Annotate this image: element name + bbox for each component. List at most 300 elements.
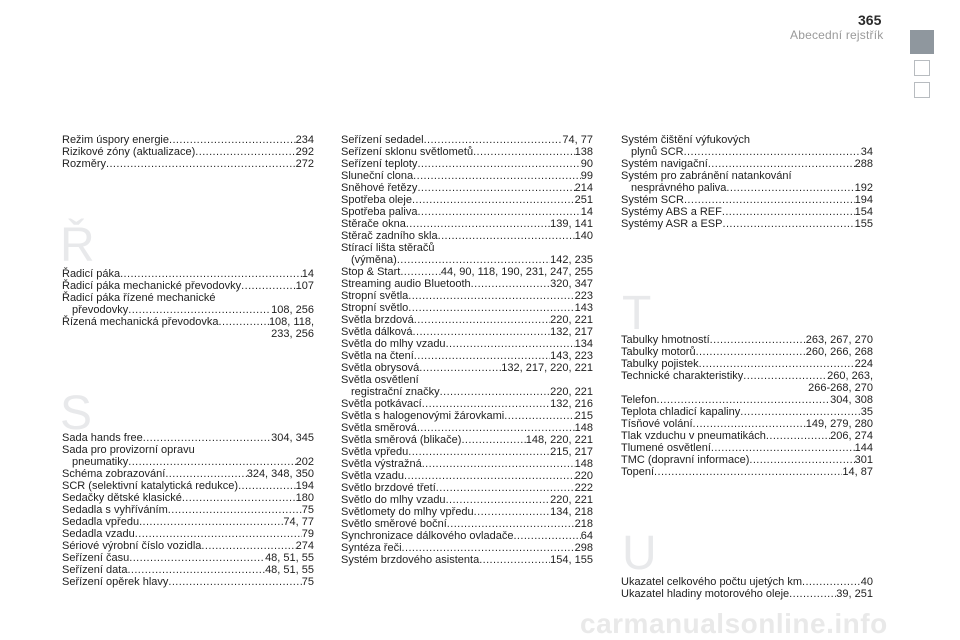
entry-term: Stěrač zadního skla [341,230,438,242]
dot-leader [412,194,575,206]
entry-pages: 202 [295,456,314,468]
dot-leader [408,302,574,314]
dot-leader [238,480,296,492]
entry-term: Seřízení opěrek hlavy [62,576,169,588]
entry-pages: 260, 266, 268 [805,346,873,358]
entry-pages: 194 [854,194,873,206]
entry-term: nesprávného paliva [631,182,727,194]
entry-pages: 14, 87 [842,466,873,478]
entry-pages: 220, 221 [550,494,593,506]
chapter-tab-box [914,60,930,76]
entry-term: Spotřeba oleje [341,194,412,206]
entry-pages-continued: 233, 256 [271,328,314,340]
index-entry [621,346,873,358]
entry-term: Světla potkávací [341,398,422,410]
dot-leader [722,218,854,230]
entry-pages: 107 [295,280,314,292]
index-entry [621,170,873,194]
entry-term: Technické charakteristiky [621,370,744,382]
index-entry [62,316,314,340]
dot-leader [417,158,580,170]
entry-pages: 218 [574,518,593,530]
dot-leader [802,576,861,588]
entry-pages: 132, 217 [550,326,593,338]
entry-term: Stěrače okna [341,218,406,230]
watermark: carmanualsonline.info [580,608,888,639]
index-entry [341,506,593,518]
index-column-left-s [62,432,314,588]
entry-term: Sedadla vzadu [62,528,135,540]
index-entry [621,158,873,170]
entry-pages: 34 [860,146,873,158]
index-entry [621,218,873,230]
dot-leader [400,266,441,278]
entry-pages: 149, 279, 280 [805,418,873,430]
index-entry [341,242,593,266]
section-letter-r-caron: Ř [60,219,95,272]
chapter-tab-marker [910,30,934,54]
dot-leader [402,542,575,554]
entry-pages: 320, 347 [550,278,593,290]
dot-leader [419,362,501,374]
index-column-left-top [62,134,314,170]
entry-term: Tísňové volání [621,418,693,430]
entry-term: Světlo brzdové třetí [341,482,436,494]
dot-leader [195,146,295,158]
entry-term: Systém SCR [621,194,684,206]
dot-leader [446,338,575,350]
dot-leader [408,290,574,302]
entry-pages: 64 [580,530,593,542]
dot-leader [473,146,575,158]
dot-leader [693,418,806,430]
index-entry [62,492,314,504]
dot-leader [471,278,551,290]
dot-leader [408,446,550,458]
index-entry [62,480,314,492]
dot-leader [413,326,551,338]
entry-pages: 99 [580,170,593,182]
entry-term: Ukazatel hladiny motorového oleje [621,588,790,600]
entry-pages: 304, 308 [830,394,873,406]
entry-pages: 215 [574,410,593,422]
entry-pages: 148 [574,422,593,434]
index-entry [341,146,593,158]
entry-term: Stírací lišta stěračů [341,242,435,254]
entry-pages: 272 [295,158,314,170]
index-entry [341,218,593,230]
index-entry [62,516,314,528]
entry-pages: 74, 77 [283,516,314,528]
index-entry [341,518,593,530]
dot-leader [726,182,854,194]
index-entry [62,134,314,146]
entry-term: Sada pro provizorní opravu [62,444,195,456]
dot-leader [696,346,806,358]
index-entry [341,350,593,362]
entry-pages: 48, 51, 55 [265,552,314,564]
index-column-right-u [621,576,873,600]
dot-leader [168,576,301,588]
index-entry [341,302,593,314]
entry-pages: 260, 263, [827,370,873,382]
index-column-right-t [621,334,873,478]
index-entry [341,530,593,542]
index-entry [341,362,593,374]
entry-term: Sedačky dětské klasické [62,492,182,504]
index-column-right-top [621,134,873,230]
entry-pages: 263, 267, 270 [805,334,873,346]
index-entry [341,458,593,470]
entry-term: Rozměry [62,158,107,170]
dot-leader [139,516,283,528]
entry-term: registrační značky [351,386,440,398]
index-entry [341,422,593,434]
entry-pages: 44, 90, 118, 190, 231, 247, 255 [440,266,593,278]
entry-pages: 144 [854,442,873,454]
dot-leader [127,564,265,576]
entry-term: Seřízení sedadel [341,134,424,146]
index-entry [341,374,593,398]
entry-pages: 215, 217 [550,446,593,458]
index-entry [621,406,873,418]
entry-term: Systémy ABS a REF [621,206,722,218]
dot-leader [708,158,855,170]
entry-term: Synchronizace dálkového ovladače [341,530,514,542]
entry-term: Světla vpředu [341,446,409,458]
entry-pages: 224 [854,358,873,370]
entry-term: Světla dálková [341,326,413,338]
dot-leader [414,350,550,362]
entry-term: Řadicí páka řízené mechanické [62,292,216,304]
entry-term: Schéma zobrazování [62,468,166,480]
index-column-left-r [62,268,314,340]
entry-pages: 48, 51, 55 [265,564,314,576]
entry-pages: 75 [301,504,314,516]
dot-leader [743,370,827,382]
entry-pages: 132, 216 [550,398,593,410]
entry-term: TMC (dopravní informace) [621,454,750,466]
dot-leader [106,158,296,170]
entry-term: Světlo směrové boční [341,518,447,530]
entry-term: Světla směrová [341,422,417,434]
entry-term: Světlomety do mlhy vpředu [341,506,474,518]
index-entry [62,528,314,540]
dot-leader [461,434,525,446]
index-entry [62,468,314,480]
entry-pages: 274 [295,540,314,552]
index-entry [621,430,873,442]
entry-pages: 192 [854,182,873,194]
dot-leader [436,482,575,494]
dot-leader [406,218,550,230]
entry-term: Světla osvětlení [341,374,419,386]
dot-leader [128,456,295,468]
dot-leader [740,406,861,418]
dot-leader [749,454,854,466]
dot-leader [417,182,574,194]
index-entry [341,554,593,566]
index-entry [341,266,593,278]
entry-pages: 142, 235 [550,254,593,266]
entry-pages: 251 [574,194,593,206]
entry-term: Teplota chladicí kapaliny [621,406,741,418]
dot-leader [654,466,842,478]
index-entry [621,370,873,394]
index-entry [621,334,873,346]
entry-term: Tabulky hmotností [621,334,710,346]
dot-leader [447,518,575,530]
entry-term: Spotřeba paliva [341,206,418,218]
entry-term: Systém pro zabránění natankování [621,170,792,182]
entry-pages: 134, 218 [550,506,593,518]
entry-pages: 140 [574,230,593,242]
entry-pages: 79 [301,528,314,540]
index-entry [621,442,873,454]
index-entry [341,326,593,338]
entry-pages-continued: 266-268, 270 [808,382,873,394]
entry-pages: 304, 345 [271,432,314,444]
dot-leader [440,386,551,398]
dot-leader [414,314,550,326]
index-entry [341,446,593,458]
index-entry [62,540,314,552]
index-entry [62,552,314,564]
index-entry [341,182,593,194]
entry-pages: 35 [860,406,873,418]
index-entry [62,268,314,280]
entry-pages: 74, 77 [562,134,593,146]
index-entry [62,576,314,588]
index-entry [341,134,593,146]
index-entry [341,158,593,170]
entry-term: Světla obrysová [341,362,420,374]
entry-pages: 234 [295,134,314,146]
dot-leader [422,398,550,410]
dot-leader [684,146,861,158]
entry-term: Sériové výrobní číslo vozidla [62,540,202,552]
entry-term: Systém navigační [621,158,708,170]
dot-leader [417,206,580,218]
index-entry [341,170,593,182]
index-entry [341,410,593,422]
dot-leader [446,494,551,506]
entry-pages: 155 [854,218,873,230]
entry-term: Řízená mechanická převodovka [62,316,219,328]
index-entry [341,206,593,218]
dot-leader [766,430,830,442]
dot-leader [241,280,295,292]
entry-pages: 132, 217, 220, 221 [501,362,593,374]
entry-term: Světla na čtení [341,350,414,362]
dot-leader [513,530,580,542]
entry-term: Telefon [621,394,657,406]
index-entry [621,394,873,406]
entry-pages: 288 [854,158,873,170]
dot-leader [438,230,575,242]
entry-pages: 220 [574,470,593,482]
index-entry [341,314,593,326]
index-entry [341,542,593,554]
index-entry [62,292,314,316]
entry-pages: 108, 118, [268,316,314,328]
entry-term: Rizikové zóny (aktualizace) [62,146,196,158]
index-entry [62,158,314,170]
entry-term: Tabulky motorů [621,346,696,358]
index-entry [621,588,873,600]
index-entry [621,194,873,206]
entry-pages: 148 [574,458,593,470]
entry-pages: 220, 221 [550,386,593,398]
index-entry [62,146,314,158]
dot-leader [684,194,855,206]
dot-leader [422,458,575,470]
entry-term: Stropní světla [341,290,409,302]
index-entry [621,418,873,430]
entry-term: Topení [621,466,655,478]
entry-pages: 206, 274 [830,430,873,442]
dot-leader [479,554,550,566]
dot-leader [413,170,581,182]
entry-pages: 14 [301,268,314,280]
entry-pages: 143, 223 [550,350,593,362]
entry-term: Sněhové řetězy [341,182,418,194]
index-entry [341,278,593,290]
entry-pages: 292 [295,146,314,158]
entry-term: Světla do mlhy vzadu [341,338,446,350]
entry-pages: 301 [854,454,873,466]
dot-leader [404,470,575,482]
entry-pages: 223 [574,290,593,302]
dot-leader [417,422,575,434]
entry-pages: 39, 251 [836,588,873,600]
index-entry [621,454,873,466]
entry-term: Tlumené osvětlení [621,442,711,454]
index-entry [341,398,593,410]
dot-leader [656,394,830,406]
dot-leader [182,492,296,504]
dot-leader [397,254,550,266]
entry-term: Režim úspory energie [62,134,169,146]
entry-term: SCR (selektivní katalytická redukce) [62,480,239,492]
entry-term: Seřízení sklonu světlometů [341,146,474,158]
index-entry [621,576,873,588]
entry-term: Seřízení data [62,564,128,576]
chapter-tab-box [914,82,930,98]
entry-term: Ukazatel celkového počtu ujetých km [621,576,802,588]
entry-term: Sedadla s vyhříváním [62,504,168,516]
entry-pages: 298 [574,542,593,554]
section-letter-s: S [60,387,93,440]
entry-term: plynů SCR [631,146,684,158]
dot-leader [135,528,302,540]
entry-term: Sada hands free [62,432,143,444]
index-entry [341,470,593,482]
page-number: 365 [858,12,882,28]
index-entry [621,466,873,478]
entry-term: Syntéza řeči [341,542,402,554]
entry-term: Sedadla vpředu [62,516,140,528]
index-entry [341,290,593,302]
entry-pages: 154 [854,206,873,218]
index-entry [341,230,593,242]
entry-term: Světla směrová (blikače) [341,434,462,446]
entry-pages: 324, 348, 350 [246,468,314,480]
index-entry [62,432,314,444]
entry-pages: 222 [574,482,593,494]
entry-pages: 214 [574,182,593,194]
entry-term: Řadicí páka mechanické převodovky [62,280,242,292]
dot-leader [169,134,296,146]
entry-pages: 75 [301,576,314,588]
entry-pages: 138 [574,146,593,158]
entry-term: Světlo do mlhy vzadu [341,494,446,506]
dot-leader [699,358,855,370]
entry-pages: 14 [580,206,593,218]
entry-term: Stop & Start [341,266,401,278]
section-letter-t: T [622,287,652,340]
entry-pages: 108, 256 [271,304,314,316]
index-entry [341,434,593,446]
section-title: Abecední rejstřík [790,28,884,42]
entry-term: pneumatiky [72,456,129,468]
entry-pages: 194 [295,480,314,492]
dot-leader [722,206,855,218]
entry-pages: 143 [574,302,593,314]
dot-leader [710,334,806,346]
dot-leader [201,540,295,552]
entry-term: Seřízení času [62,552,130,564]
entry-pages: 180 [295,492,314,504]
dot-leader [789,588,836,600]
dot-leader [128,304,271,316]
dot-leader [504,410,574,422]
index-column-middle [341,134,593,566]
entry-term: Systém čištění výfukových [621,134,750,146]
dot-leader [143,432,271,444]
entry-term: Tlak vzduchu v pneumatikách [621,430,766,442]
index-entry [62,504,314,516]
entry-term: Streaming audio Bluetooth [341,278,471,290]
entry-term: (výměna) [351,254,397,266]
dot-leader [424,134,563,146]
entry-pages: 220, 221 [550,314,593,326]
index-entry [62,564,314,576]
entry-term: Řadicí páka [62,268,121,280]
entry-term: Seřízení teploty [341,158,418,170]
index-entry [341,194,593,206]
dot-leader [129,552,265,564]
dot-leader [165,468,246,480]
entry-pages: 154, 155 [550,554,593,566]
index-entry [621,358,873,370]
entry-term: Sluneční clona [341,170,414,182]
index-entry [621,206,873,218]
index-entry [62,280,314,292]
entry-term: převodovky [72,304,129,316]
entry-pages: 148, 220, 221 [525,434,593,446]
section-letter-u: U [622,527,657,580]
entry-pages: 40 [860,576,873,588]
entry-pages: 139, 141 [550,218,593,230]
index-entry [341,494,593,506]
entry-term: Stropní světlo [341,302,409,314]
entry-pages: 90 [580,158,593,170]
entry-term: Světla vzadu [341,470,404,482]
dot-leader [474,506,551,518]
dot-leader [219,316,269,328]
index-entry [62,444,314,468]
